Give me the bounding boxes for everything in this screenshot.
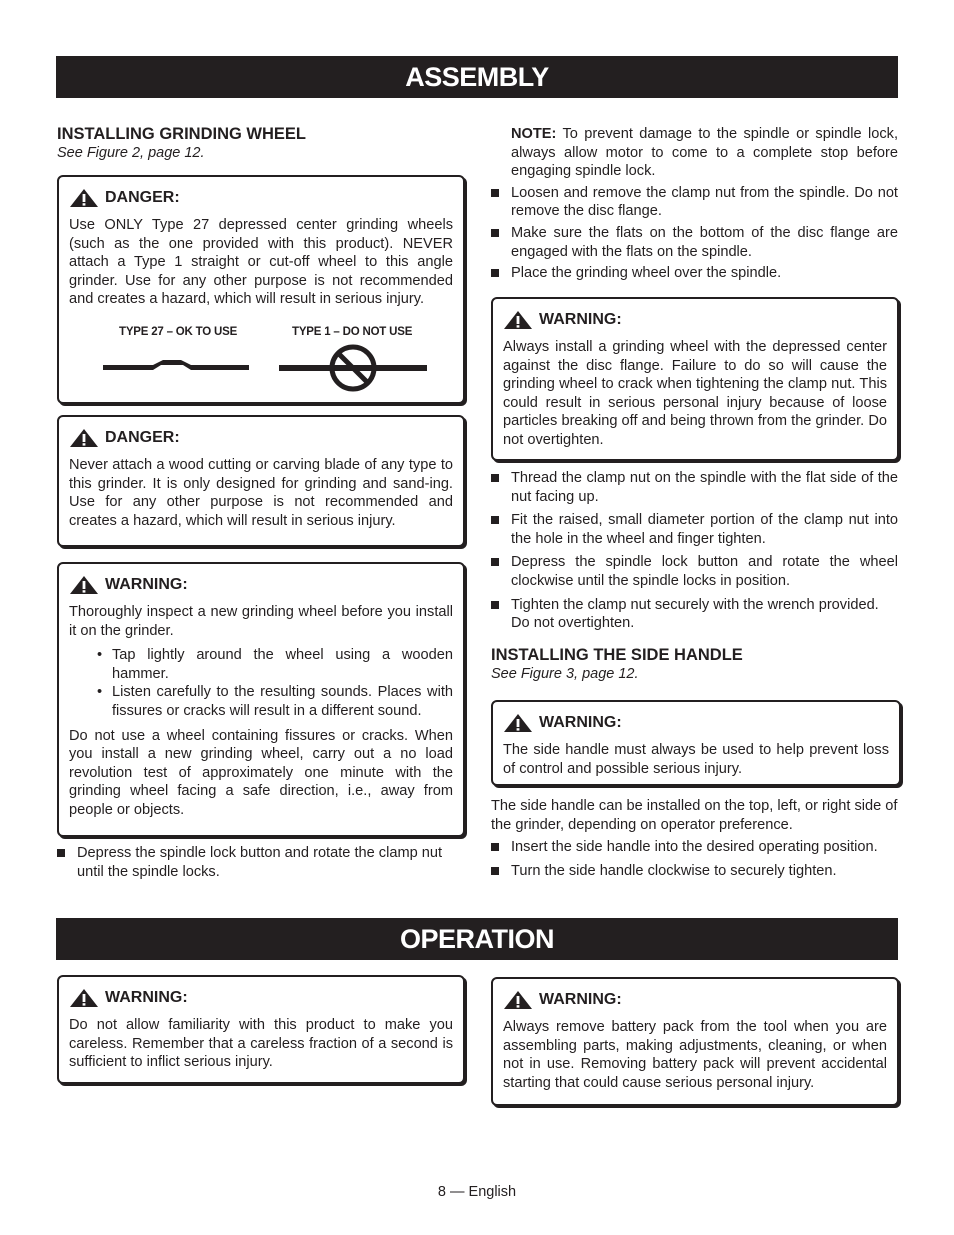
- warning-triangle-icon: [503, 310, 533, 330]
- warning-inspect-intro: Thoroughly inspect a new grinding wheel before you install it on the grinder.: [69, 604, 453, 639]
- type1-wheel-prohibited-illustration: [279, 343, 427, 393]
- warning-title: [503, 310, 887, 330]
- list-item: Insert the side handle into the desired operating position.: [491, 838, 899, 857]
- danger-wood-blade-text: Never attach a wood cutting or carving blade of any type to this grinder. It is only designed for grinding and sand-ing. Use for any other purpose is not recommended and creates a hazard, which will result in serious injury.: [69, 457, 453, 529]
- warning-title: [69, 575, 453, 595]
- side-handle-body: [491, 797, 899, 880]
- warning-title-text: WARNING:: [105, 576, 188, 593]
- danger-wheel-type-text: Use ONLY Type 27 depressed center grinding wheels (such as the one provided with this product). NEVER attach a Type 1 straight or cut-off wheel to this angle grinder. Use for any other purpose is not recommended and creates a hazard, which will result in serious injury.: [69, 217, 453, 308]
- warning-triangle-icon: [69, 988, 99, 1008]
- see-figure-3: See Figure 3, page 12.: [491, 666, 639, 682]
- list-item: • Listen carefully to the resulting sounds. Places with fissures or cracks will result in a different sound.: [97, 684, 453, 719]
- warning-side-handle-text: The side handle must always be used to help prevent loss of control and possible serious injury.: [503, 742, 889, 777]
- warning-triangle-icon: [503, 990, 533, 1010]
- warning-inspect-outro: Do not use a wheel containing fissures or cracks. When you install a new grinding wheel, carry out a no load revolution test of approximately one minute with the grinding wheel facing a safe direction, i.e., away from people or objects.: [69, 727, 453, 818]
- left-steps: [57, 844, 465, 881]
- warning-triangle-icon: [69, 188, 99, 208]
- danger-title-text: DANGER:: [105, 429, 180, 446]
- warning-triangle-icon: [503, 713, 533, 733]
- assembly-banner: ASSEMBLY: [56, 56, 898, 98]
- list-item: Depress the spindle lock button and rotate the wheel clockwise until the spindle locks in position.: [491, 553, 898, 590]
- installing-grinding-wheel-heading: INSTALLING GRINDING WHEEL: [57, 125, 307, 143]
- side-handle-paragraph: The side handle can be installed on the top, left, or right side of the grinder, depending on operator preference.: [491, 798, 898, 833]
- list-item: Fit the raised, small diameter portion of the clamp nut into the hole in the wheel and finger tighten.: [491, 511, 898, 548]
- danger-title: [69, 428, 453, 448]
- warning-title: [503, 990, 887, 1010]
- installing-side-handle-heading: INSTALLING THE SIDE HANDLE: [491, 646, 743, 664]
- type1-label: TYPE 1 – DO NOT USE: [292, 326, 413, 338]
- warning-box-depressed-center: [491, 297, 899, 461]
- danger-title: [69, 188, 453, 208]
- type27-label: TYPE 27 – OK TO USE: [119, 326, 238, 338]
- warning-box-side-handle: [491, 700, 901, 786]
- right-column: [491, 125, 898, 283]
- warning-title-text: WARNING:: [105, 989, 188, 1006]
- left-column-header: [57, 125, 457, 162]
- side-handle-header: [491, 646, 898, 683]
- warning-familiarity-text: Do not allow familiarity with this product to make you careless. Remember that a careless fraction of a second is sufficient to inflict serious injury.: [69, 1017, 453, 1071]
- danger-box-wood-blade: [57, 415, 465, 547]
- page-footer: 8 — English: [437, 1184, 517, 1200]
- inspect-bullet-list: [97, 646, 453, 720]
- right-steps-2: [491, 469, 898, 633]
- operation-banner: OPERATION: [56, 918, 898, 960]
- list-item: Loosen and remove the clamp nut from the spindle. Do not remove the disc flange.: [491, 184, 898, 221]
- see-figure-2: See Figure 2, page 12.: [57, 145, 205, 161]
- danger-title-text: DANGER:: [105, 189, 180, 206]
- warning-depressed-center-text: Always install a grinding wheel with the depressed center against the disc flange. Failure to do so will cause the grinding wheel to crack when tightening the clamp nut. This could result in serious personal injury because of loose particles breaking off and being thrown from the grinder. Do not overtighten.: [503, 339, 887, 448]
- type27-wheel-illustration: [103, 350, 249, 372]
- warning-box-familiarity: [57, 975, 465, 1084]
- warning-battery-text: Always remove battery pack from the tool when you are assembling parts, making adjustments, cleaning, or when not in use. Removing battery pack will prevent accidental starting that could cause serious personal injury.: [503, 1019, 887, 1091]
- warning-title-text: WARNING:: [539, 714, 622, 731]
- warning-title: [69, 988, 453, 1008]
- warning-title: [503, 713, 889, 733]
- list-item: • Tap lightly around the wheel using a wooden hammer.: [97, 647, 453, 682]
- warning-triangle-icon: [69, 575, 99, 595]
- note-paragraph: NOTE: To prevent damage to the spindle or spindle lock, always allow motor to come to a complete stop before engaging spindle lock.: [511, 126, 899, 180]
- warning-triangle-icon: [69, 428, 99, 448]
- list-item: Turn the side handle clockwise to securely tighten.: [491, 862, 899, 881]
- list-item: Tighten the clamp nut securely with the wrench provided. Do not overtighten.: [491, 596, 898, 633]
- list-item: Thread the clamp nut on the spindle with the flat side of the nut facing up.: [491, 469, 898, 506]
- warning-title-text: WARNING:: [539, 311, 622, 328]
- list-item: Depress the spindle lock button and rotate the clamp nut until the spindle locks.: [57, 844, 465, 881]
- list-item: Place the grinding wheel over the spindle.: [491, 264, 898, 283]
- warning-box-inspect-wheel: [57, 562, 465, 837]
- danger-box-wheel-type: [57, 175, 465, 404]
- list-item: Make sure the flats on the bottom of the disc flange are engaged with the flats on the spindle.: [491, 224, 898, 261]
- warning-title-text: WARNING:: [539, 991, 622, 1008]
- warning-box-battery: [491, 977, 899, 1106]
